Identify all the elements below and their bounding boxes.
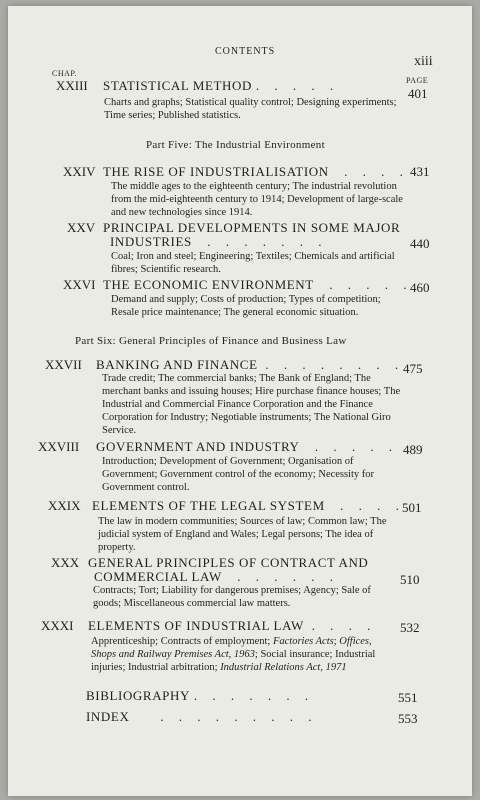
chapter-description: The law in modern communities; Sources of law; Common law; The judicial system of England and Wales; Legal persons; The idea of property. xyxy=(98,516,387,553)
chapter-number: XXIV xyxy=(63,164,96,179)
chapter-number: XXVII xyxy=(45,357,82,372)
chapter-description: Introduction; Development of Government; Organisation of Government; Government control of the economy; Necessity for Government control. xyxy=(102,456,375,493)
chapter-title: GENERAL PRINCIPLES OF CONTRACT AND xyxy=(88,555,369,570)
chapter-title: BANKING AND FINANCE . . . . . . . . xyxy=(96,357,405,372)
index-page: 553 xyxy=(398,711,418,726)
chapter-title: THE ECONOMIC ENVIRONMENT . . . . . xyxy=(103,277,413,292)
chapter-page: 401 xyxy=(408,86,428,101)
chapter-description: Charts and graphs; Statistical quality control; Designing experiments; Time series; Published statistics. xyxy=(104,97,397,121)
chapter-number: XXIX xyxy=(48,498,81,513)
chapter-description: Demand and supply; Costs of production; Types of competition; Resale price maintenance; The general economic situation. xyxy=(111,294,381,318)
part-heading: Part Six: General Principles of Finance and Business Law xyxy=(75,335,347,347)
index-entry: INDEX . . . . . . . . . xyxy=(86,709,318,724)
part-heading: Part Five: The Industrial Environment xyxy=(146,139,325,151)
chapter-number: XXVI xyxy=(63,277,96,292)
chapter-title-continued: INDUSTRIES . . . . . . . xyxy=(110,234,328,249)
page-label: PAGE xyxy=(406,76,429,85)
book-page xyxy=(8,6,472,796)
page-folio: xiii xyxy=(414,54,433,69)
chapter-title: ELEMENTS OF THE LEGAL SYSTEM . . . . xyxy=(92,498,405,513)
chapter-page: 475 xyxy=(403,361,423,376)
chapter-description: Contracts; Tort; Liability for dangerous premises; Agency; Sale of goods; Miscellaneous commercial law matters. xyxy=(93,585,371,609)
chapter-page: 460 xyxy=(410,280,430,295)
chapter-page: 489 xyxy=(403,442,423,457)
chapter-title: THE RISE OF INDUSTRIALISATION . . . . xyxy=(103,164,409,179)
chapter-page: 440 xyxy=(410,236,430,251)
chapter-number: XXX xyxy=(51,555,80,570)
chapter-page: 510 xyxy=(400,572,420,587)
chapter-page: 532 xyxy=(400,620,420,635)
chapter-description: Trade credit; The commercial banks; The Bank of England; The merchant banks and issuing houses; Hire purchase finance houses; The Industrial and Commercial Finance Corporation and the Finance Corporation for Industry; Negotiable instruments; The National Giro Service. xyxy=(102,373,401,436)
bibliography-page: 551 xyxy=(398,690,418,705)
chapter-title-continued: COMMERCIAL LAW . . . . . . xyxy=(94,569,339,584)
chap-label: CHAP. xyxy=(52,69,77,78)
chapter-title: ELEMENTS OF INDUSTRIAL LAW . . . . xyxy=(88,618,377,633)
chapter-title: STATISTICAL METHOD . . . . . xyxy=(103,78,340,93)
chapter-page: 431 xyxy=(410,164,430,179)
chapter-number: XXIII xyxy=(56,78,88,93)
chapter-title: GOVERNMENT AND INDUSTRY . . . . . xyxy=(96,439,399,454)
chapter-number: XXV xyxy=(67,220,96,235)
chapter-number: XXVIII xyxy=(38,439,80,454)
chapter-number: XXXI xyxy=(41,618,74,633)
chapter-description: Apprenticeship; Contracts of employment; Factories Acts; Offices, Shops and Railway Premises Act, 1963; Social insurance; Industrial injuries; Industrial arbitration; Industrial Relations Act, 1971 xyxy=(91,636,376,673)
chapter-title: PRINCIPAL DEVELOPMENTS IN SOME MAJOR xyxy=(103,220,401,235)
bibliography-entry: BIBLIOGRAPHY . . . . . . . xyxy=(86,688,315,703)
chapter-page: 501 xyxy=(402,500,422,515)
running-title: CONTENTS xyxy=(215,46,276,57)
chapter-description: The middle ages to the eighteenth century; The industrial revolution from the mid-eighteenth century to 1914; Development of large-scale and new technologies since 1914. xyxy=(111,181,403,218)
chapter-description: Coal; Iron and steel; Engineering; Textiles; Chemicals and artificial fibres; Scientific research. xyxy=(111,251,395,275)
